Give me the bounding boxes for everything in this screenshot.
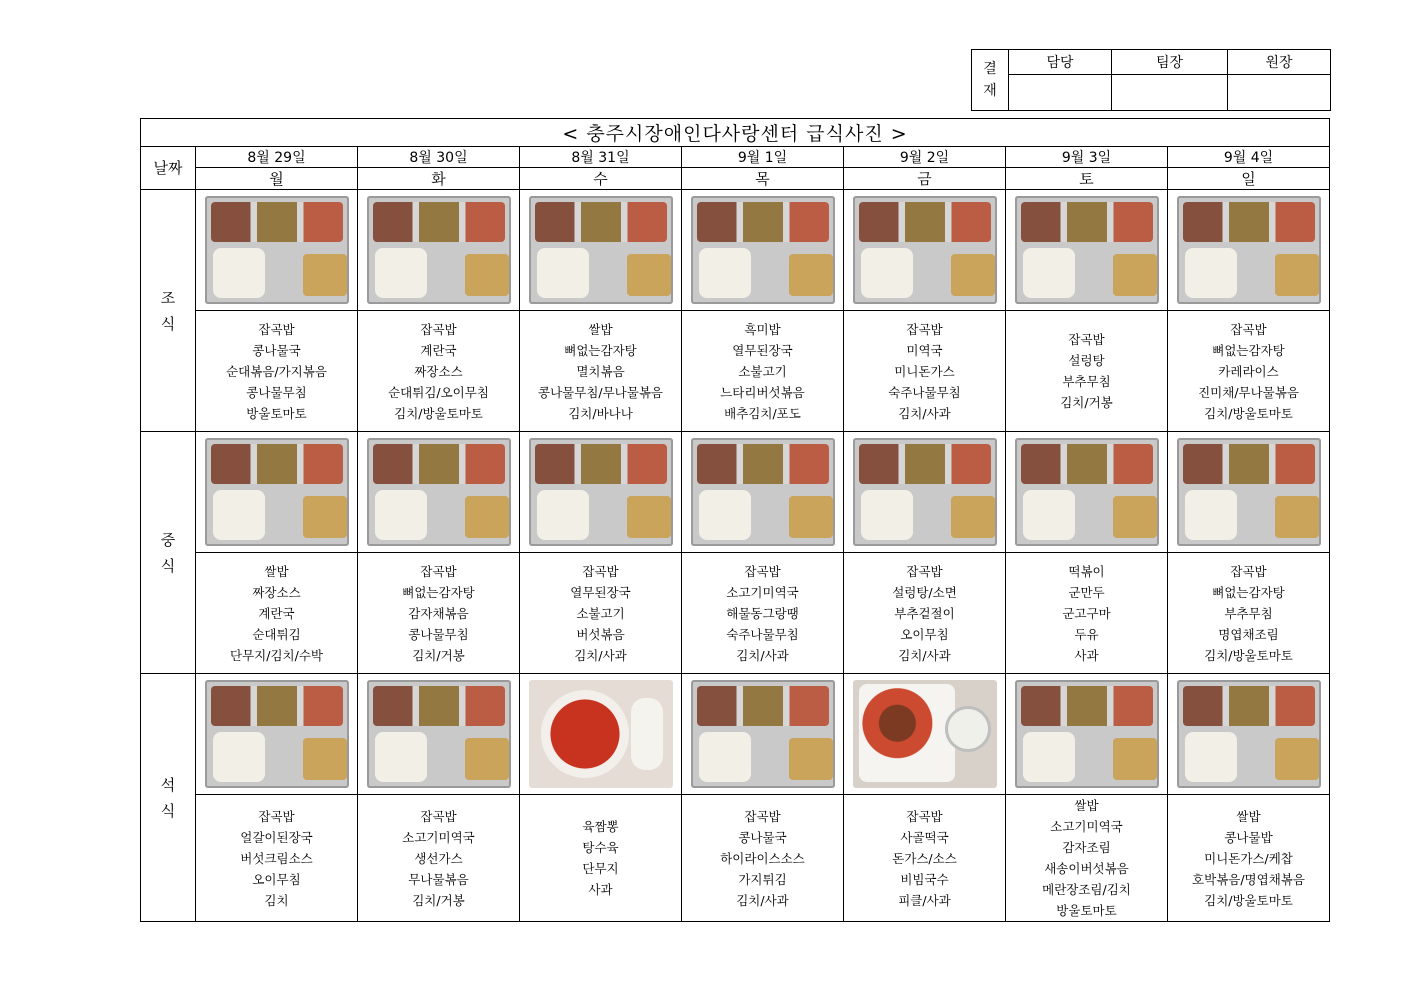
menu-item: 돈가스/소스 [892,850,957,866]
menu-item: 콩나물밥 [1224,829,1273,845]
menu-item: 쌀밥 [1236,808,1261,824]
menu-item: 오이무침 [900,626,949,642]
menu-item: 군고구마 [1062,605,1111,621]
menu-item: 메란장조림/김치 [1042,882,1131,897]
menu-item: 잡곡밥 [582,563,619,579]
menu-item: 호박볶음/명엽채볶음 [1192,871,1305,887]
menu-item: 김치/거봉 [412,892,465,908]
day-date: 8월 29일 [196,147,358,168]
day-of-week: 토 [1006,168,1168,190]
day-date: 9월 1일 [682,147,844,168]
meal-label-bottom: 식 [160,314,176,333]
approval-header-team-leader: 팀장 [1112,50,1228,75]
menu-list [682,795,844,922]
menu-item: 숙주나물무침 [888,384,961,400]
menu-item: 단무지/김치/수박 [230,647,323,663]
menu-item: 오이무침 [252,871,301,887]
menu-item: 김치/사과 [736,892,789,908]
meal-label-bottom: 식 [160,801,176,820]
menu-item: 잡곡밥 [1068,332,1105,347]
meal-photo-cell [1006,190,1168,311]
menu-item: 단무지 [582,861,619,876]
menu-item: 군만두 [1068,584,1105,600]
menu-item: 잡곡밥 [744,563,781,579]
menu-item: 김치/거봉 [1060,395,1113,410]
meal-photo-cell [358,190,520,311]
approval-sign-director[interactable] [1228,75,1331,111]
menu-list [520,795,682,922]
day-of-week: 월 [196,168,358,190]
menu-item: 뼈없는감자탕 [1212,584,1285,600]
meal-photo[interactable] [853,680,997,788]
menu-item: 뼈없는감자탕 [1212,342,1285,358]
menu-item: 김치/사과 [898,405,951,421]
meal-photo-cell [1168,674,1330,795]
menu-item: 두유 [1074,626,1099,642]
meal-photo[interactable] [853,438,997,546]
approval-header-director: 원장 [1228,50,1331,75]
menu-item: 소고기미역국 [1050,819,1123,834]
menu-list [844,553,1006,674]
menu-list [1168,795,1330,922]
approval-label [972,50,1009,111]
menu-list [1006,311,1168,432]
menu-list [1168,553,1330,674]
menu-item: 열무된장국 [732,342,793,358]
meal-photo-cell [844,190,1006,311]
meal-photo-table [140,118,1330,922]
meal-photo-cell [520,674,682,795]
menu-item: 흑미밥 [744,321,781,337]
menu-item: 잡곡밥 [420,563,457,579]
menu-item: 감자조림 [1062,840,1111,855]
menu-item: 부추무침 [1224,605,1273,621]
menu-item: 설렁탕 [1068,353,1105,368]
menu-item: 소고기미역국 [726,584,799,600]
meal-photo[interactable] [205,196,349,304]
menu-item: 잡곡밥 [1230,563,1267,579]
menu-item: 미니돈가스 [894,363,955,379]
menu-item: 사골떡국 [900,829,949,845]
meal-label-top: 조 [160,288,176,307]
meal-photo[interactable] [529,196,673,304]
meal-rows [141,190,1330,922]
meal-photo[interactable] [691,196,835,304]
meal-photo[interactable] [691,438,835,546]
menu-item: 방울토마토 [246,405,307,421]
meal-label-bottom: 식 [160,556,176,575]
day-date: 8월 30일 [358,147,520,168]
menu-item: 김치/방울토마토 [1204,892,1293,908]
menu-item: 김치/사과 [898,647,951,663]
menu-item: 부추겉절이 [894,605,955,621]
meal-photo[interactable] [205,680,349,788]
menu-item: 잡곡밥 [906,808,943,824]
menu-item: 잡곡밥 [906,563,943,579]
menu-item: 김치/바나나 [568,405,633,421]
meal-label [141,432,196,674]
menu-item: 느타리버섯볶음 [720,384,805,400]
meal-photo-cell [358,674,520,795]
menu-item: 잡곡밥 [258,321,295,337]
menu-item: 순대튀김 [252,626,301,642]
menu-item: 비빔국수 [900,871,949,887]
menu-list [1006,553,1168,674]
approval-sign-staff[interactable] [1009,75,1112,111]
menu-item: 무나물볶음 [408,871,469,887]
meal-label-top: 석 [160,775,176,794]
day-of-week: 수 [520,168,682,190]
menu-item: 순대튀김/오이무침 [388,384,489,400]
menu-item: 생선가스 [414,850,463,866]
menu-item: 짜장소스 [414,363,463,379]
menu-list [520,553,682,674]
menu-item: 열무된장국 [570,584,631,600]
day-date: 9월 4일 [1168,147,1330,168]
meal-photo[interactable] [205,438,349,546]
menu-item: 육짬뽕 [582,819,619,834]
menu-item: 숙주나물무침 [726,626,799,642]
meal-photo[interactable] [367,438,511,546]
meal-photo-cell [682,432,844,553]
menu-list [1168,311,1330,432]
menu-item: 김치 [264,892,289,908]
menu-list [1006,795,1168,922]
menu-item: 카레라이스 [1218,363,1279,379]
meal-photo[interactable] [1015,680,1159,788]
menu-item: 뼈없는감자탕 [402,584,475,600]
menu-item: 뼈없는감자탕 [564,342,637,358]
menu-item: 콩나물무침/무나물볶음 [538,384,663,400]
menu-item: 잡곡밥 [906,321,943,337]
menu-item: 설렁탕/소면 [892,584,957,600]
menu-item: 감자채볶음 [408,605,469,621]
menu-item: 쌀밥 [1074,798,1099,813]
menu-item: 김치/방울토마토 [1204,647,1293,663]
menu-item: 짜장소스 [252,584,301,600]
approval-header-staff: 담당 [1009,50,1112,75]
menu-list [682,553,844,674]
menu-item: 계란국 [258,605,295,621]
menu-list [358,553,520,674]
approval-label-top: 결 [983,61,997,77]
menu-item: 콩나물무침 [408,626,469,642]
menu-item: 사과 [1074,647,1099,663]
menu-item: 잡곡밥 [744,808,781,824]
meal-label [141,674,196,922]
menu-list [358,795,520,922]
menu-list [520,311,682,432]
menu-item: 탕수육 [582,840,619,855]
menu-item: 김치/방울토마토 [394,405,483,421]
menu-item: 하이라이스소스 [720,850,805,866]
menu-item: 콩나물국 [738,829,787,845]
menu-item: 새송이버섯볶음 [1044,861,1129,876]
meal-photo-cell [196,674,358,795]
menu-item: 잡곡밥 [420,321,457,337]
menu-item: 방울토마토 [1056,903,1117,918]
approval-sign-team-leader[interactable] [1112,75,1228,111]
meal-label-top: 중 [160,530,176,549]
day-of-week: 목 [682,168,844,190]
meal-photo[interactable] [1177,196,1321,304]
meal-photo[interactable] [367,680,511,788]
menu-item: 버섯볶음 [576,626,625,642]
menu-item: 콩나물무침 [246,384,307,400]
menu-item: 잡곡밥 [420,808,457,824]
menu-item: 계란국 [420,342,457,358]
meal-photo[interactable] [529,438,673,546]
meal-photo-cell [358,432,520,553]
menu-list [196,311,358,432]
day-of-week: 금 [844,168,1006,190]
menu-item: 쌀밥 [264,563,289,579]
meal-photo-cell [1006,432,1168,553]
menu-item: 김치/거봉 [412,647,465,663]
day-date: 9월 2일 [844,147,1006,168]
meal-photo-cell [682,674,844,795]
menu-item: 해물동그랑땡 [726,605,799,621]
menu-item: 피클/사과 [898,892,951,908]
menu-list [844,311,1006,432]
menu-item: 버섯크림소스 [240,850,313,866]
meal-photo-cell [1006,674,1168,795]
meal-photo[interactable] [529,680,673,788]
meal-photo-cell [1168,432,1330,553]
menu-item: 쌀밥 [588,321,613,337]
menu-item: 사과 [588,882,613,897]
meal-photo-cell [196,190,358,311]
meal-photo-cell [520,432,682,553]
menu-item: 떡볶이 [1068,563,1105,579]
menu-list [196,553,358,674]
menu-item: 순대볶음/가지볶음 [226,363,327,379]
menu-item: 배추김치/포도 [724,405,801,421]
menu-item: 김치/사과 [736,647,789,663]
menu-item: 진미채/무나물볶음 [1198,384,1299,400]
approval-label-bottom: 재 [983,83,997,99]
menu-item: 잡곡밥 [1230,321,1267,337]
menu-item: 미역국 [906,342,943,358]
menu-list [682,311,844,432]
day-of-week: 화 [358,168,520,190]
approval-box [971,49,1331,111]
menu-item: 얼갈이된장국 [240,829,313,845]
menu-list [844,795,1006,922]
meal-photo[interactable] [1015,196,1159,304]
meal-photo-cell [844,674,1006,795]
menu-list [196,795,358,922]
meal-photo[interactable] [367,196,511,304]
meal-photo-cell [1168,190,1330,311]
day-date: 8월 31일 [520,147,682,168]
menu-item: 명엽채조림 [1218,626,1279,642]
day-date: 9월 3일 [1006,147,1168,168]
meal-photo[interactable] [691,680,835,788]
menu-item: 미니돈가스/케찹 [1204,850,1293,866]
menu-item: 소불고기 [738,363,787,379]
menu-item: 소불고기 [576,605,625,621]
meal-photo[interactable] [1015,438,1159,546]
menu-item: 잡곡밥 [258,808,295,824]
date-label: 날짜 [141,147,196,190]
menu-item: 가지튀김 [738,871,787,887]
meal-photo[interactable] [1177,438,1321,546]
meal-photo[interactable] [1177,680,1321,788]
meal-photo-cell [844,432,1006,553]
page-title: < 충주시장애인다사랑센터 급식사진 > [141,119,1330,147]
meal-photo-cell [682,190,844,311]
menu-item: 콩나물국 [252,342,301,358]
menu-item: 김치/사과 [574,647,627,663]
meal-label [141,190,196,432]
menu-item: 김치/방울토마토 [1204,405,1293,421]
meal-photo-cell [520,190,682,311]
menu-list [358,311,520,432]
menu-item: 부추무침 [1062,374,1111,389]
meal-photo-cell [196,432,358,553]
menu-item: 소고기미역국 [402,829,475,845]
menu-item: 멸치볶음 [576,363,625,379]
day-of-week: 일 [1168,168,1330,190]
meal-photo[interactable] [853,196,997,304]
